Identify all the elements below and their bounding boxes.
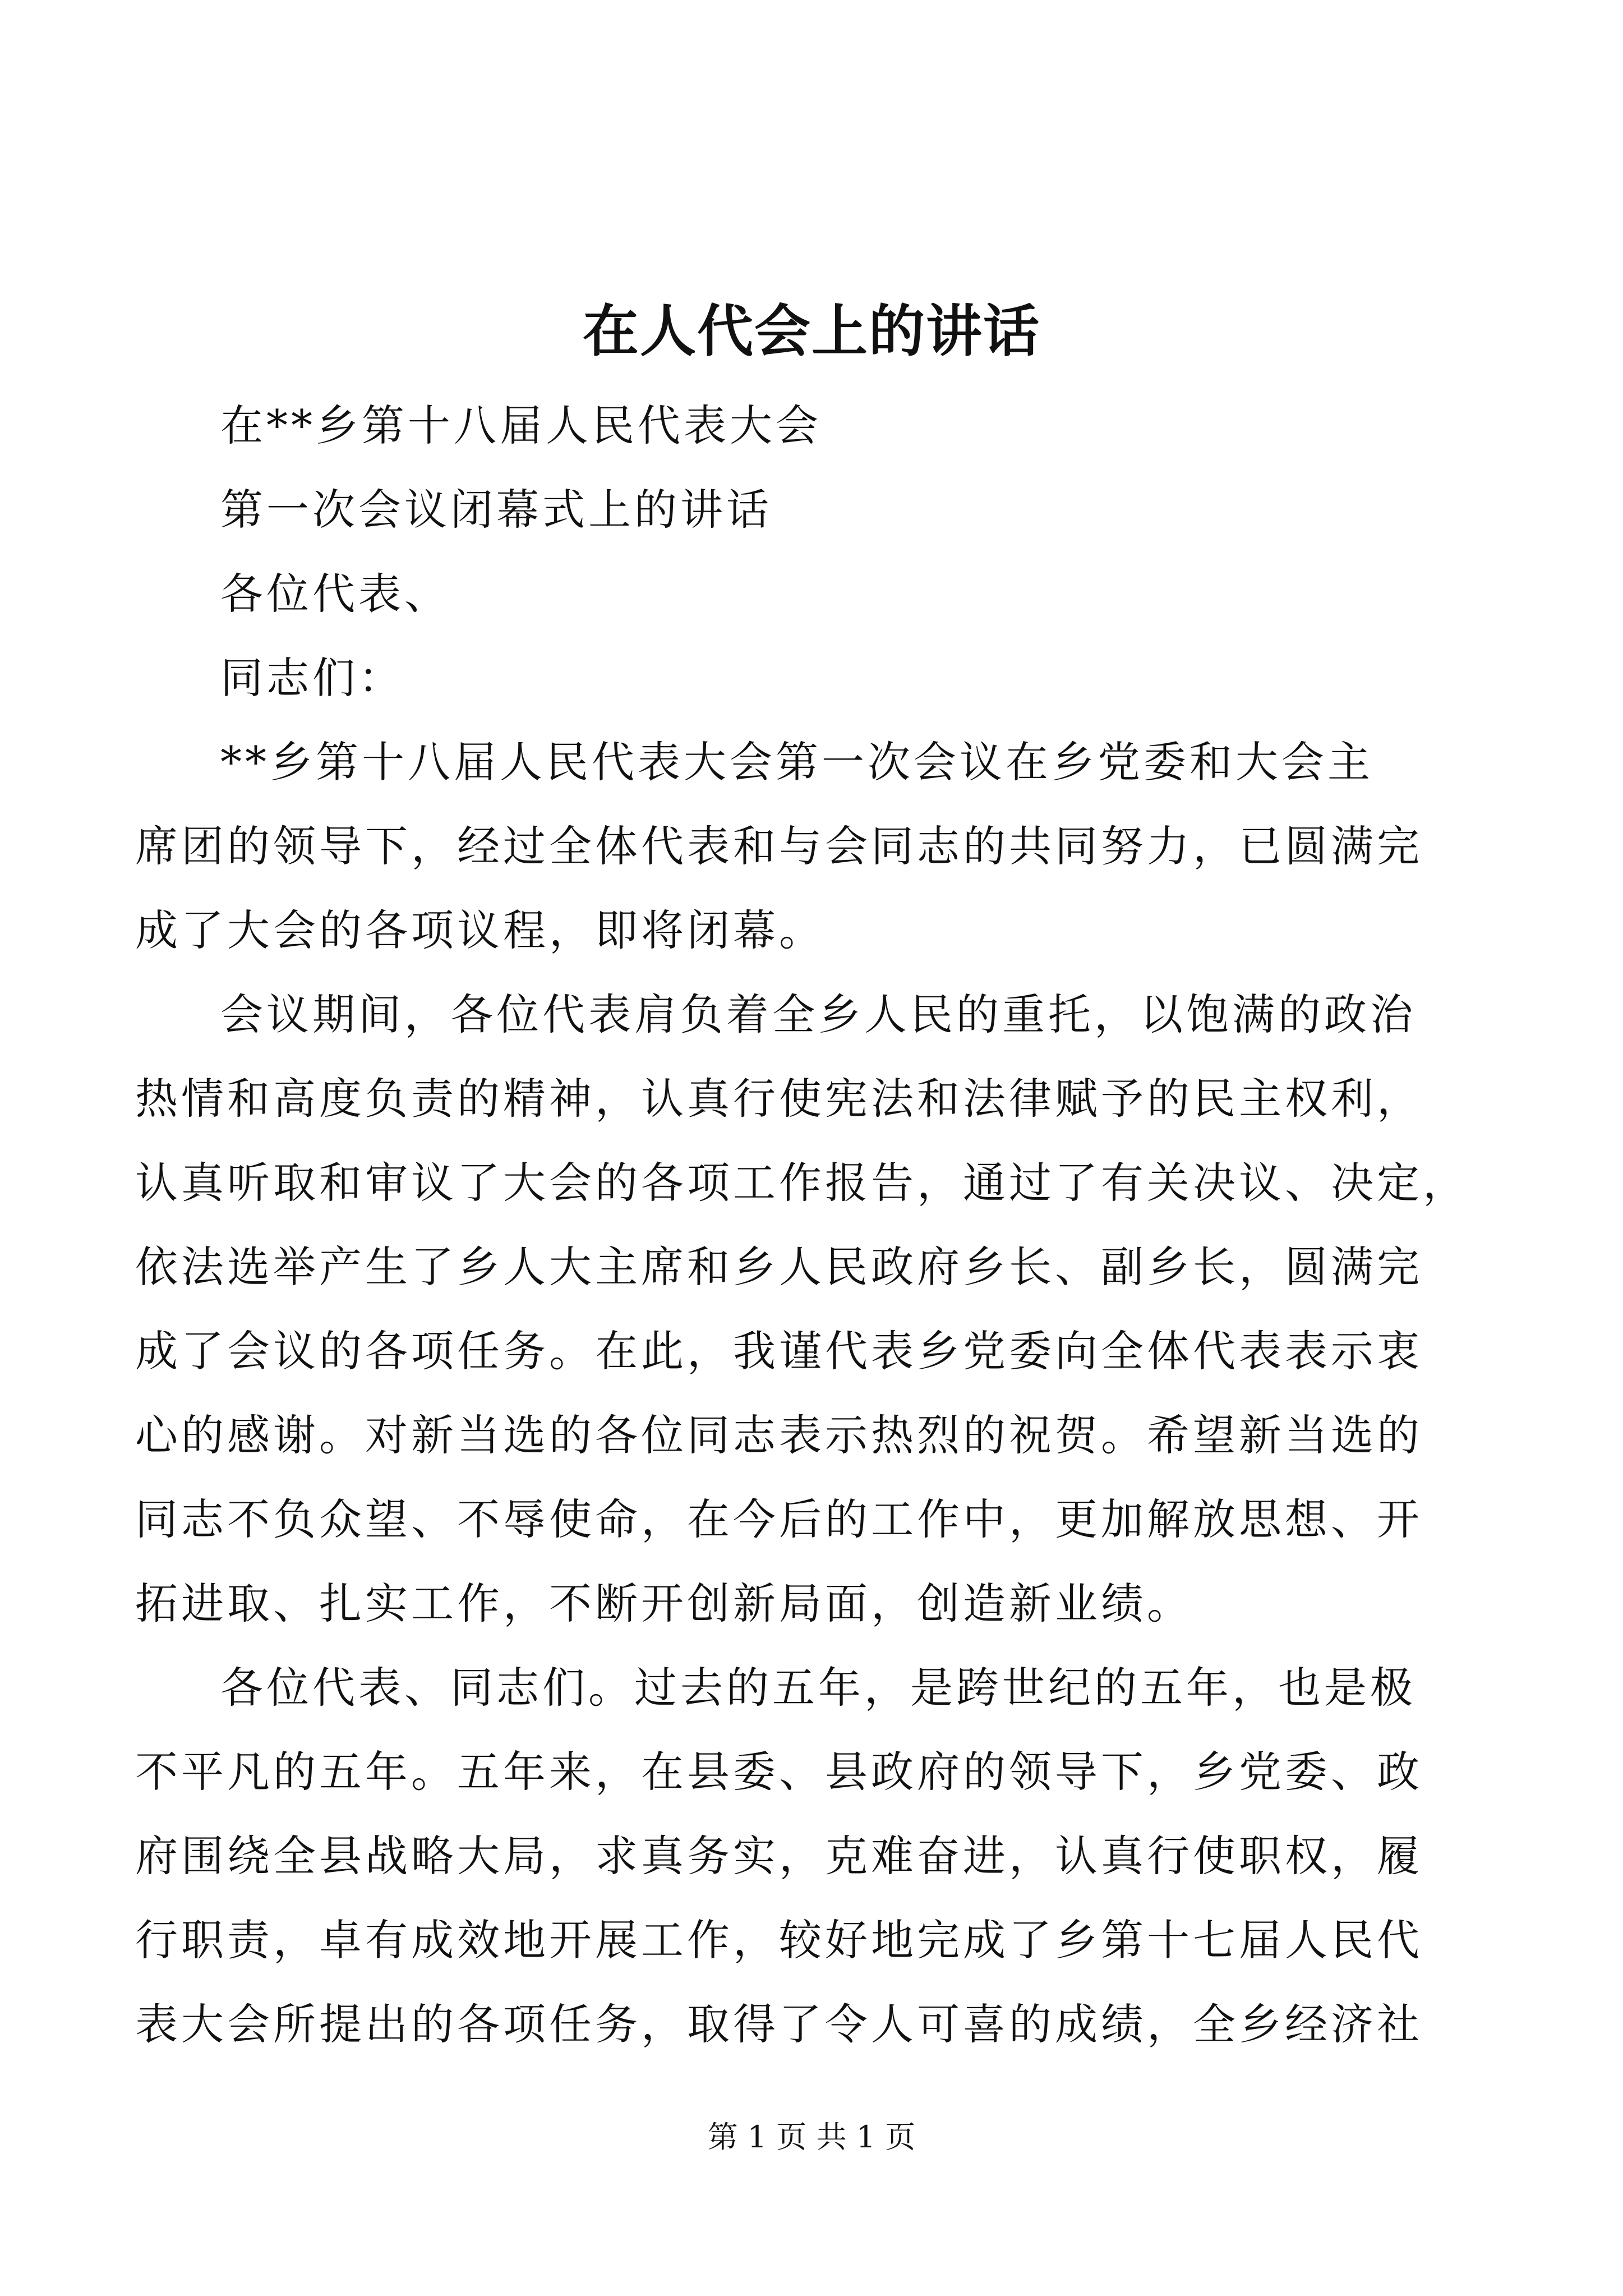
paragraph-2-line-4: 依法选举产生了乡人大主席和乡人民政府乡长、副乡长，圆满完 [135,1242,1423,1292]
paragraph-1-line-1: **乡第十八届人民代表大会第一次会议在乡党委和大会主 [220,737,1373,787]
paragraph-2-line-8: 拓进取、扎实工作，不断开创新局面，创造新业绩。 [135,1579,1193,1628]
paragraph-1-line-2: 席团的领导下，经过全体代表和与会同志的共同努力，已圆满完 [135,821,1423,871]
paragraph-1-line-3: 成了大会的各项议程，即将闭幕。 [135,905,825,955]
heading-line-1: 在**乡第十八届人民代表大会 [220,401,822,450]
page-footer: 第 1 页 共 1 页 [707,2119,916,2155]
paragraph-3-line-5: 表大会所提出的各项任务，取得了令人可喜的成绩，全乡经济社 [135,1999,1423,2049]
salutation-line-1: 各位代表、 [220,569,450,619]
paragraph-2-line-7: 同志不负众望、不辱使命，在今后的工作中，更加解放思想、开 [135,1494,1423,1544]
heading-line-2: 第一次会议闭幕式上的讲话 [220,485,772,535]
paragraph-3-line-2: 不平凡的五年。五年来，在县委、县政府的领导下，乡党委、政 [135,1747,1423,1797]
paragraph-3-line-1: 各位代表、同志们。过去的五年，是跨世纪的五年，也是极 [220,1663,1416,1713]
paragraph-2-line-3: 认真听取和审议了大会的各项工作报告，通过了有关决议、决定， [135,1158,1469,1208]
document-body [135,384,1469,2067]
paragraph-2-line-1: 会议期间，各位代表肩负着全乡人民的重托，以饱满的政治 [220,990,1416,1039]
document-title: 在人代会上的讲话 [583,298,1040,364]
salutation-line-2: 同志们： [220,653,404,703]
paragraph-2-line-5: 成了会议的各项任务。在此，我谨代表乡党委向全体代表表示衷 [135,1326,1423,1376]
paragraph-2-line-2: 热情和高度负责的精神，认真行使宪法和法律赋予的民主权利， [135,1074,1423,1124]
paragraph-3-line-3: 府围绕全县战略大局，求真务实，克难奋进，认真行使职权，履 [135,1831,1423,1881]
paragraph-3-line-4: 行职责，卓有成效地开展工作，较好地完成了乡第十七届人民代 [135,1915,1423,1965]
paragraph-2-line-6: 心的感谢。对新当选的各位同志表示热烈的祝贺。希望新当选的 [135,1410,1423,1460]
